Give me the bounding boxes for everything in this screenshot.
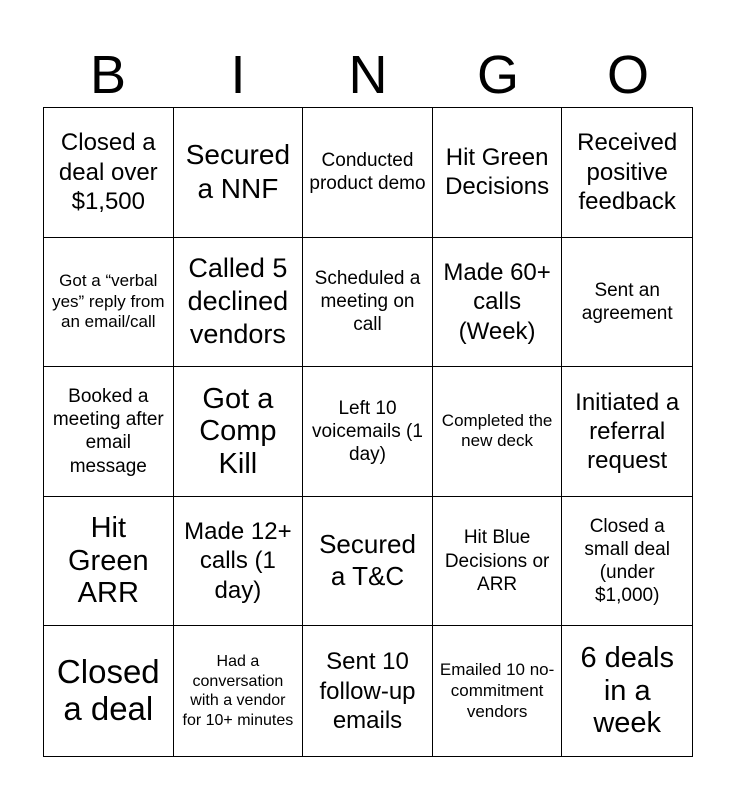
header-letter-n: N (348, 45, 388, 105)
bingo-cell[interactable]: Scheduled a meeting on call (303, 238, 433, 368)
bingo-cell[interactable]: Closed a deal over $1,500 (44, 108, 174, 238)
bingo-board (43, 107, 693, 757)
bingo-cell[interactable]: Got a “verbal yes” reply from an email/call (44, 238, 174, 368)
bingo-cell[interactable]: Hit Green Decisions (433, 108, 563, 238)
bingo-cell[interactable]: 6 deals in a week (580, 642, 674, 740)
bingo-cell[interactable]: Conducted product demo (303, 108, 433, 238)
header-letter-g: G (476, 45, 519, 105)
header-letter-i: I (230, 45, 246, 105)
bingo-cell[interactable]: Had a conversation with a vendor for 10+ minutes (174, 626, 304, 756)
bingo-cell[interactable]: Booked a meeting after email message (44, 367, 174, 497)
bingo-cell[interactable]: Completed the new deck (433, 367, 563, 497)
bingo-cell[interactable]: Made 12+ calls (1 day) (174, 497, 304, 627)
bingo-cell[interactable]: Called 5 declined vendors (174, 238, 304, 368)
bingo-cell[interactable]: Left 10 voicemails (1 day) (303, 367, 433, 497)
header-letter-b: B (89, 45, 127, 105)
bingo-cell[interactable]: Hit Green ARR (44, 497, 174, 627)
bingo-cell[interactable]: Emailed 10 no-commitment vendors (433, 626, 563, 756)
bingo-cell[interactable]: Secured a NNF (174, 108, 304, 238)
bingo-header (43, 42, 693, 108)
bingo-cell[interactable]: Secured a T&C (303, 497, 433, 627)
bingo-cell[interactable]: Closed a deal (44, 626, 174, 756)
bingo-cell[interactable]: Hit Blue Decisions or ARR (433, 497, 563, 627)
header-letter-o: O (606, 45, 649, 105)
bingo-cell[interactable]: Initiated a referral request (562, 367, 692, 497)
bingo-cell[interactable]: Got a Comp Kill (174, 367, 304, 497)
bingo-cell[interactable]: Closed a small deal (under $1,000) (562, 497, 692, 627)
bingo-cell[interactable]: Received positive feedback (562, 108, 692, 238)
bingo-cell[interactable]: Sent an agreement (562, 238, 692, 368)
bingo-cell[interactable]: Sent 10 follow-up emails (303, 626, 433, 756)
bingo-cell[interactable]: Made 60+ calls (Week) (433, 238, 563, 368)
